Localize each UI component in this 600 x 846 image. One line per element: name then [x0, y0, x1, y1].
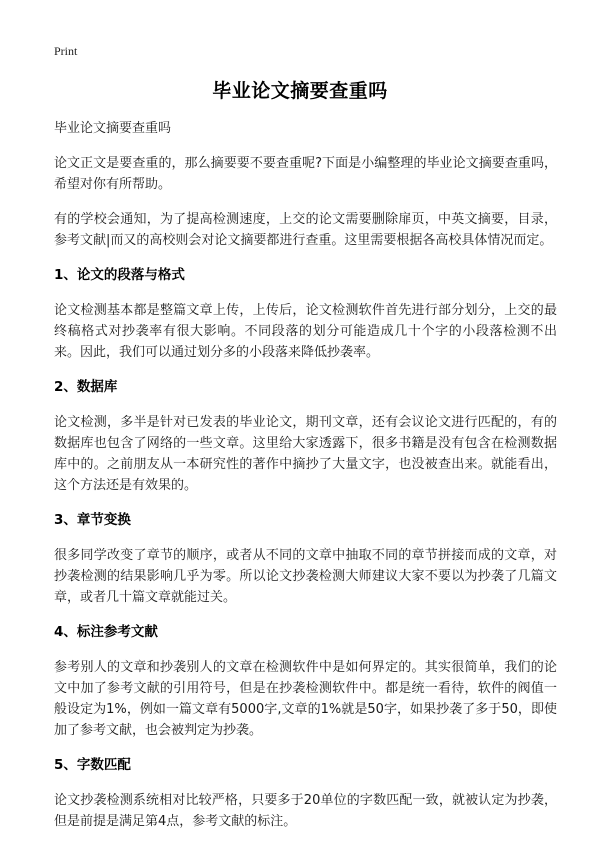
document-body	[54, 118, 557, 846]
section-heading-1: 1、论文的段落与格式	[54, 267, 185, 283]
print-label: Print	[54, 44, 78, 58]
section-body-1: 论文检测基本都是整篇文章上传，上传后，论文检测软件首先进行部分划分，上交的最终稿格式对抄袭率有很大影响。不同段落的划分可能造成几十个字的小段落检测不出来。因此，我们可以通过划分多的小段落来降低抄袭率。	[54, 303, 557, 360]
section-body-5: 论文抄袭检测系统相对比较严格，只要多于20单位的字数匹配一致，就被认定为抄袭，但是前提是满足第4点，参考文献的标注。	[54, 793, 557, 829]
section-heading-3: 3、章节变换	[54, 512, 131, 528]
document-subtitle: 毕业论文摘要查重吗	[54, 121, 172, 136]
section-body-2: 论文检测，多半是针对已发表的毕业论文，期刊文章，还有会议论文进行匹配的，有的数据库也包含了网络的一些文章。这里给大家透露下，很多书籍是没有包含在检测数据库中的。之前朋友从一本研究性的著作中摘抄了大量文字，也没被查出来。就能看出，这个方法还是有效果的。	[54, 415, 557, 493]
section-body-4: 参考别人的文章和抄袭别人的文章在检测软件中是如何界定的。其实很简单，我们的论文中加了参考文献的引用符号，但是在抄袭检测软件中。都是统一看待，软件的阀值一般设定为1%，例如一篇文章有5000字,文章的1%就是50字，如果抄袭了多于50，即使加了参考文献，也会被判定为抄袭。	[54, 660, 557, 738]
section-heading-5: 5、字数匹配	[54, 757, 131, 773]
section-heading-2: 2、数据库	[54, 379, 118, 395]
section-heading-4: 4、标注参考文献	[54, 624, 158, 640]
intro-paragraph-2: 有的学校会通知，为了提高检测速度，上交的论文需要删除扉页，中英文摘要，目录，参考文献|而又的高校则会对论文摘要都进行查重。这里需要根据各高校具体情况而定。	[54, 212, 557, 248]
intro-paragraph-1: 论文正文是要查重的，那么摘要要不要查重呢?下面是小编整理的毕业论文摘要查重吗，希望对你有所帮助。	[54, 156, 557, 192]
document-title: 毕业论文摘要查重吗	[212, 80, 388, 102]
section-body-3: 很多同学改变了章节的顺序，或者从不同的文章中抽取不同的章节拼接而成的文章，对抄袭检测的结果影响几乎为零。所以论文抄袭检测大师建议大家不要以为抄袭了几篇文章，或者几十篇文章就能过关。	[54, 548, 557, 605]
